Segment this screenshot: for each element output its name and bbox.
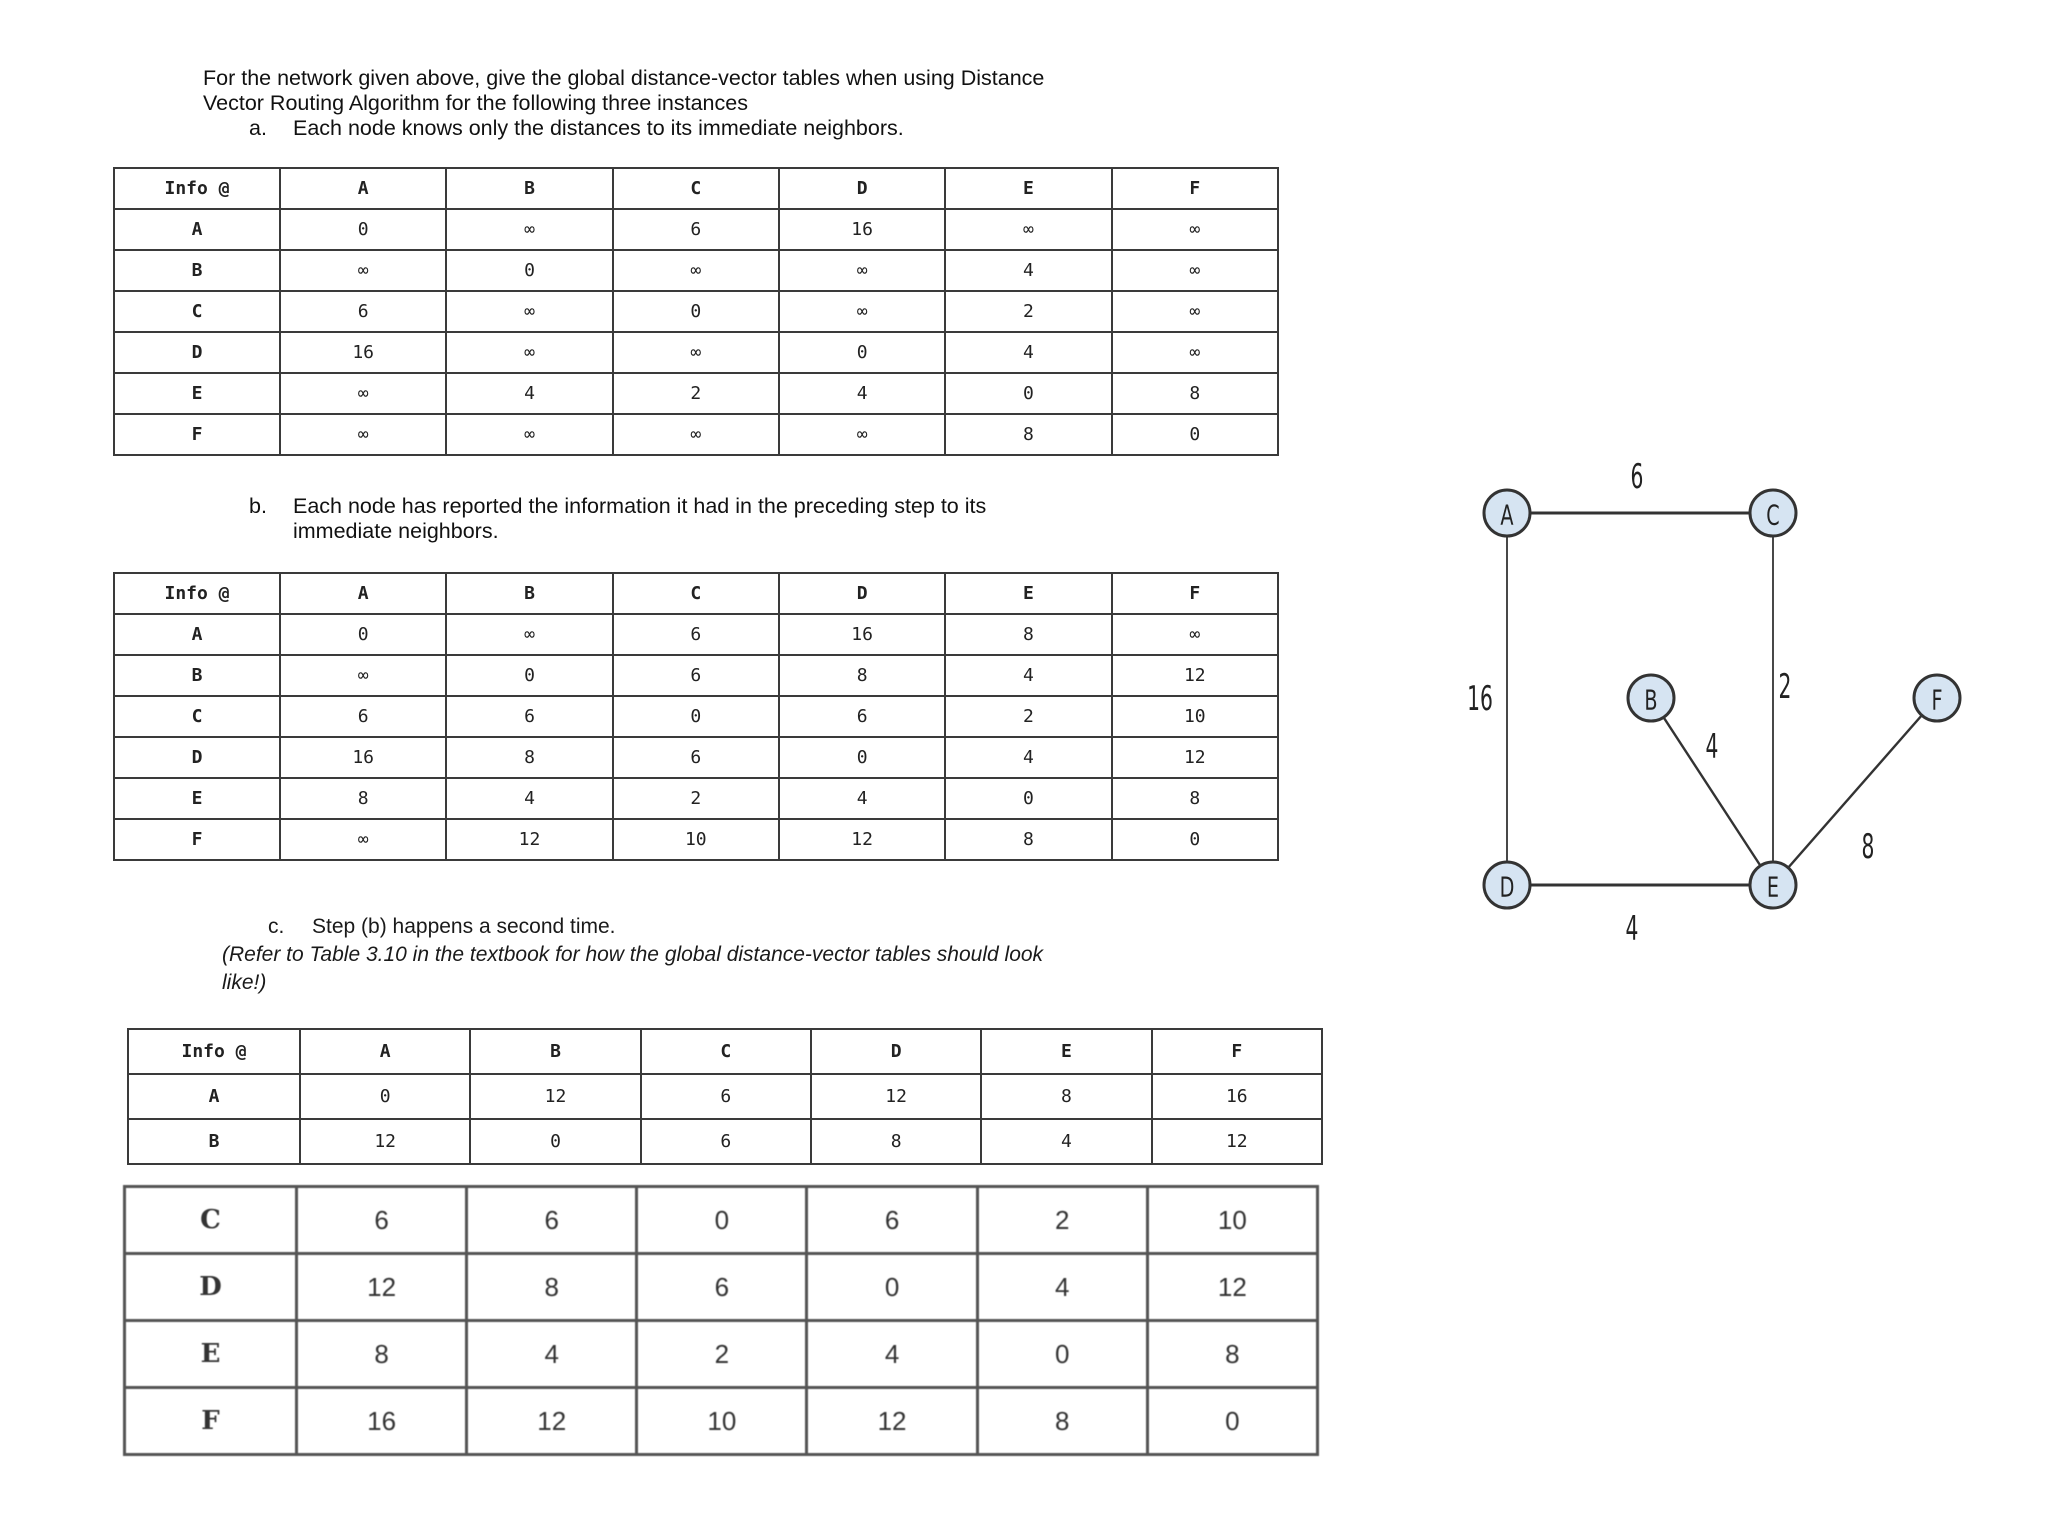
row-label: B [128,1119,300,1164]
column-header-d: D [811,1029,981,1074]
distance-cell: 2 [945,291,1111,332]
distance-cell: 16 [280,737,446,778]
distance-cell: 12 [807,1388,977,1455]
distance-cell: 8 [981,1074,1151,1119]
distance-cell: 4 [467,1321,637,1388]
distance-cell: 8 [779,655,945,696]
distance-cell: 0 [280,209,446,250]
row-label: C [125,1187,297,1254]
distance-cell: 0 [446,250,612,291]
distance-cell: 2 [613,373,779,414]
distance-cell: 0 [945,373,1111,414]
row-label: C [114,291,280,332]
distance-table-a-body [114,168,1278,455]
distance-cell: 0 [1112,414,1278,455]
distance-cell: ∞ [779,414,945,455]
row-label: E [125,1321,297,1388]
distance-cell: 0 [1112,819,1278,860]
node-label: E [1766,870,1780,904]
row-label: A [114,209,280,250]
distance-cell: ∞ [1112,291,1278,332]
distance-cell: 6 [637,1254,807,1321]
distance-cell: 12 [300,1119,470,1164]
distance-table-a [113,167,1279,456]
node-b [1628,675,1674,721]
distance-cell: 6 [779,696,945,737]
item-a-text: Each node knows only the distances to its immediate neighbors. [293,116,904,140]
distance-cell: 10 [1112,696,1278,737]
intro-line-2: Vector Routing Algorithm for the following three instances [203,91,748,115]
row-label: E [114,373,280,414]
distance-cell: 12 [811,1074,981,1119]
distance-cell: 10 [613,819,779,860]
row-label: F [114,819,280,860]
distance-cell: ∞ [280,414,446,455]
column-header-e: E [945,573,1111,614]
distance-cell: 12 [446,819,612,860]
table-header-row [114,573,1278,614]
distance-cell: 0 [280,614,446,655]
table-row [125,1254,1318,1321]
distance-cell: 6 [613,655,779,696]
distance-cell: 0 [779,332,945,373]
distance-cell: ∞ [1112,614,1278,655]
column-header-f: F [1112,573,1278,614]
distance-cell: 12 [1152,1119,1322,1164]
table-header-row [128,1029,1322,1074]
distance-cell: 16 [297,1388,467,1455]
column-header-a: A [300,1029,470,1074]
distance-cell: ∞ [1112,332,1278,373]
row-label: F [114,414,280,455]
distance-cell: 0 [945,778,1111,819]
row-label: D [114,737,280,778]
column-header-c: C [613,573,779,614]
distance-cell: 6 [613,614,779,655]
column-header-b: B [470,1029,640,1074]
table-row [114,209,1278,250]
distance-table-c-lower-body [125,1187,1318,1455]
distance-cell: 6 [613,209,779,250]
distance-cell: 16 [779,209,945,250]
distance-cell: 6 [297,1187,467,1254]
table-row [125,1321,1318,1388]
step-b-body [293,494,986,544]
table-row [114,291,1278,332]
table-header-row [114,168,1278,209]
step-b-text [249,494,986,544]
intro-line-1: For the network given above, give the global distance-vector tables when using Distance [203,66,1045,90]
column-header-e: E [945,168,1111,209]
table-row [114,614,1278,655]
row-label: A [128,1074,300,1119]
intro-text [203,66,1044,141]
distance-cell: 4 [446,778,612,819]
distance-cell: 4 [779,778,945,819]
distance-cell: ∞ [446,414,612,455]
distance-cell: ∞ [446,291,612,332]
column-header-f: F [1112,168,1278,209]
row-label: B [114,655,280,696]
row-label: F [125,1388,297,1455]
step-c-marker: c. [268,915,285,938]
distance-cell: 2 [977,1187,1147,1254]
distance-cell: ∞ [446,614,612,655]
column-header-a: A [280,168,446,209]
column-header-d: D [779,573,945,614]
distance-cell: 4 [779,373,945,414]
distance-cell: 2 [945,696,1111,737]
distance-cell: ∞ [613,332,779,373]
edge-weight-a-c: 6 [1630,456,1644,497]
distance-cell: 0 [446,655,612,696]
network-graph [1450,440,1990,960]
distance-cell: ∞ [613,414,779,455]
distance-cell: 4 [807,1321,977,1388]
row-label: E [114,778,280,819]
corner-header: Info @ [114,573,280,614]
table-row [128,1119,1322,1164]
column-header-e: E [981,1029,1151,1074]
distance-cell: 6 [467,1187,637,1254]
distance-cell: 8 [297,1321,467,1388]
network-graph-svg [1450,440,1990,960]
node-d [1484,862,1530,908]
node-label: C [1766,498,1780,532]
distance-cell: 6 [613,737,779,778]
column-header-c: C [613,168,779,209]
step-c-note-line-2: like!) [222,971,267,994]
distance-cell: ∞ [779,291,945,332]
distance-cell: 6 [280,696,446,737]
distance-cell: 16 [779,614,945,655]
distance-cell: ∞ [613,250,779,291]
item-a [203,116,1044,141]
table-row [114,373,1278,414]
distance-cell: ∞ [280,819,446,860]
step-c-body: Step (b) happens a second time. [312,915,616,938]
node-label: D [1499,870,1515,904]
distance-cell: ∞ [280,655,446,696]
step-b-line-2: immediate neighbors. [293,519,499,543]
distance-cell: ∞ [446,209,612,250]
row-label: B [114,250,280,291]
distance-cell: 0 [613,291,779,332]
distance-cell: 4 [446,373,612,414]
distance-cell: 8 [446,737,612,778]
edge-weight-d-e: 4 [1625,908,1639,949]
table-row [114,778,1278,819]
distance-cell: 4 [945,655,1111,696]
table-row [128,1074,1322,1119]
distance-cell: ∞ [280,373,446,414]
distance-cell: 0 [300,1074,470,1119]
distance-cell: 12 [1147,1254,1317,1321]
node-label: A [1500,498,1514,532]
column-header-f: F [1152,1029,1322,1074]
distance-cell: ∞ [280,250,446,291]
distance-cell: 6 [446,696,612,737]
edge-weight-c-e: 2 [1778,666,1792,707]
node-f [1914,675,1960,721]
distance-cell: 4 [977,1254,1147,1321]
distance-cell: ∞ [779,250,945,291]
distance-cell: 10 [637,1388,807,1455]
row-label: A [114,614,280,655]
table-row [114,737,1278,778]
distance-cell: 8 [977,1388,1147,1455]
table-row [114,250,1278,291]
distance-cell: 10 [1147,1187,1317,1254]
table-row [114,414,1278,455]
column-header-b: B [446,168,612,209]
distance-cell: 8 [945,414,1111,455]
distance-cell: 12 [779,819,945,860]
table-row [114,696,1278,737]
item-a-marker: a. [249,116,267,140]
distance-cell: 16 [1152,1074,1322,1119]
distance-cell: 8 [1147,1321,1317,1388]
distance-cell: 2 [613,778,779,819]
distance-cell: 0 [779,737,945,778]
distance-cell: 6 [280,291,446,332]
distance-cell: 8 [945,819,1111,860]
distance-cell: 0 [807,1254,977,1321]
node-e [1750,862,1796,908]
node-label: B [1644,683,1658,717]
row-label: C [114,696,280,737]
edge-weight-b-e: 4 [1705,726,1719,767]
step-c-text [222,913,1043,997]
step-b-marker: b. [249,494,267,518]
edge-weight-e-f: 8 [1861,826,1875,867]
distance-cell: 6 [641,1119,811,1164]
corner-header: Info @ [128,1029,300,1074]
column-header-d: D [779,168,945,209]
distance-table-c-upper-body [128,1029,1322,1164]
row-label: D [125,1254,297,1321]
edge-weight-a-d: 16 [1467,678,1493,719]
step-b-line-1: Each node has reported the information it had in the preceding step to its [293,494,987,518]
node-c [1750,490,1796,536]
distance-cell: 12 [470,1074,640,1119]
distance-cell: 8 [1112,373,1278,414]
distance-cell: 12 [1112,737,1278,778]
table-row [114,655,1278,696]
distance-cell: 4 [945,737,1111,778]
step-c-note-line-1: (Refer to Table 3.10 in the textbook for how the global distance-vector tables should look [222,943,1044,966]
edge-e-f [1773,698,1937,885]
distance-cell: 16 [280,332,446,373]
distance-table-b [113,572,1279,861]
distance-table-c-upper [127,1028,1323,1165]
distance-cell: 12 [467,1388,637,1455]
distance-cell: 8 [467,1254,637,1321]
table-row [114,332,1278,373]
distance-table-c-lower [123,1185,1319,1456]
distance-cell: 0 [637,1187,807,1254]
distance-cell: ∞ [1112,250,1278,291]
distance-cell: 0 [470,1119,640,1164]
distance-cell: 0 [977,1321,1147,1388]
table-row [114,819,1278,860]
distance-cell: 12 [297,1254,467,1321]
distance-cell: 0 [1147,1388,1317,1455]
column-header-a: A [280,573,446,614]
node-a [1484,490,1530,536]
column-header-b: B [446,573,612,614]
distance-table-b-body [114,573,1278,860]
distance-cell: 8 [811,1119,981,1164]
row-label: D [114,332,280,373]
distance-cell: ∞ [1112,209,1278,250]
distance-cell: 8 [945,614,1111,655]
distance-cell: 4 [945,332,1111,373]
distance-cell: 4 [981,1119,1151,1164]
distance-cell: 0 [613,696,779,737]
distance-cell: 8 [1112,778,1278,819]
distance-cell: 2 [637,1321,807,1388]
distance-cell: 8 [280,778,446,819]
node-label: F [1931,683,1943,717]
distance-cell: 6 [807,1187,977,1254]
table-row [125,1187,1318,1254]
distance-cell: 12 [1112,655,1278,696]
corner-header: Info @ [114,168,280,209]
distance-cell: 4 [945,250,1111,291]
table-row [125,1388,1318,1455]
distance-cell: 6 [641,1074,811,1119]
distance-cell: ∞ [446,332,612,373]
distance-cell: ∞ [945,209,1111,250]
column-header-c: C [641,1029,811,1074]
